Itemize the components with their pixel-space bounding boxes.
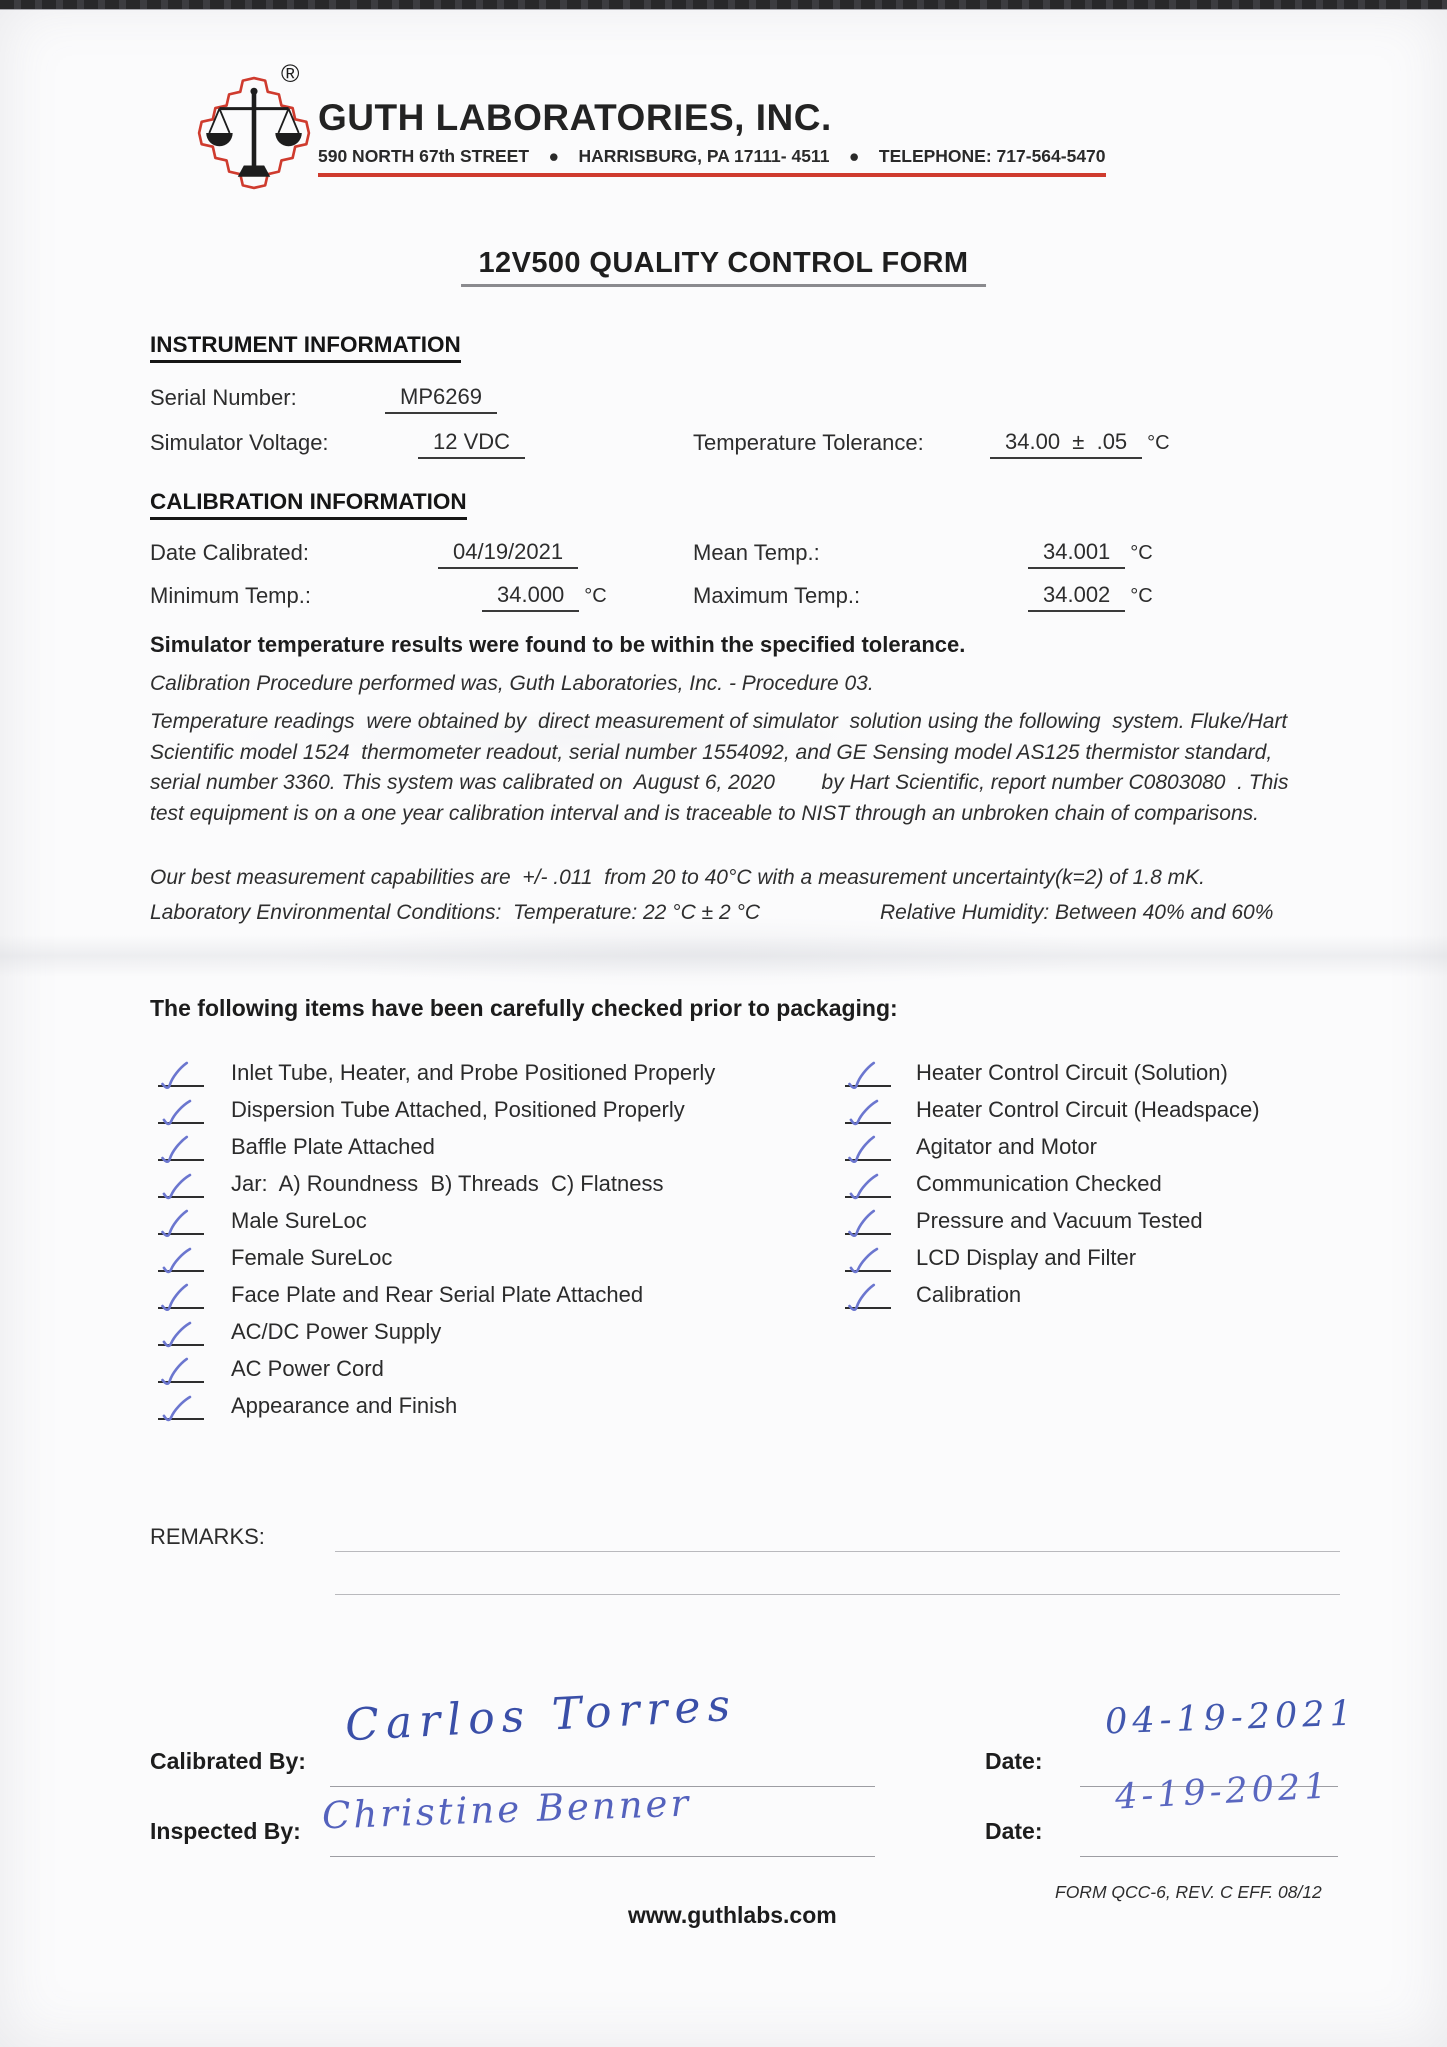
- checkmark-icon: [158, 1098, 204, 1124]
- checklist-item: LCD Display and Filter: [845, 1235, 1260, 1272]
- registered-mark: ®: [281, 60, 300, 88]
- checklist-item: Baffle Plate Attached: [158, 1124, 715, 1161]
- checklist-item: Dispersion Tube Attached, Positioned Properly: [158, 1087, 715, 1124]
- checklist-item: Female SureLoc: [158, 1235, 715, 1272]
- checklist-item: Male SureLoc: [158, 1198, 715, 1235]
- checkmark-icon: [845, 1135, 891, 1161]
- checklist-item: Heater Control Circuit (Headspace): [845, 1087, 1260, 1124]
- checklist-item: Appearance and Finish: [158, 1383, 715, 1420]
- maximum-temp-label: Maximum Temp.:: [693, 583, 861, 608]
- checkmark-icon: [158, 1209, 204, 1235]
- remarks-label: REMARKS:: [150, 1524, 265, 1549]
- humidity-note: Relative Humidity: Between 40% and 60%: [880, 901, 1274, 924]
- checkmark-icon: [158, 1283, 204, 1309]
- capability-note: Our best measurement capabilities are +/- .011 from 20 to 40°C with a measurement uncertainty(k=2) of 1.8 mK.: [150, 866, 1205, 889]
- inspected-date-line: [1080, 1856, 1338, 1857]
- date-calibrated-label: Date Calibrated:: [150, 540, 309, 565]
- checklist-item: Communication Checked: [845, 1161, 1260, 1198]
- minimum-temp-label: Minimum Temp.:: [150, 583, 311, 608]
- checkmark-icon: [158, 1061, 204, 1087]
- checklist-item: AC/DC Power Supply: [158, 1309, 715, 1346]
- checkmark-icon: [158, 1246, 204, 1272]
- company-address: 590 NORTH 67th STREET ● HARRISBURG, PA 17111- 4511 ● TELEPHONE: 717-564-5470: [318, 146, 1106, 177]
- checkmark-icon: [158, 1394, 204, 1420]
- checklist-right-column: [845, 1050, 1260, 1309]
- checkmark-icon: [845, 1172, 891, 1198]
- environment-note: Laboratory Environmental Conditions: Temperature: 22 °C ± 2 °C: [150, 901, 761, 924]
- scan-streak: [0, 935, 1447, 977]
- serial-number-label: Serial Number:: [150, 385, 297, 410]
- checkmark-icon: [158, 1320, 204, 1346]
- checklist-item: Heater Control Circuit (Solution): [845, 1050, 1260, 1087]
- simulator-voltage-value: 12 VDC: [418, 429, 525, 459]
- result-statement: Simulator temperature results were found to be within the specified tolerance.: [150, 632, 966, 657]
- inspected-by-signature: Christine Benner: [321, 1781, 692, 1838]
- measurement-note: Temperature readings were obtained by direct measurement of simulator solution using the following system. Fluke/Hart Scientific model 1524 thermometer readout, serial number 1554092, and GE Sensing model AS125 thermistor standard, serial number 3360. This system was calibrated on August 6, 2020 by Hart Scientific, report number C0803080 . This test equipment is on a one year calibration interval and is traceable to NIST through an unbroken chain of comparisons.: [150, 710, 1295, 825]
- minimum-temp-value: 34.000 °C: [482, 582, 607, 612]
- remarks-line: [335, 1594, 1340, 1595]
- checkmark-icon: [845, 1098, 891, 1124]
- website: www.guthlabs.com: [628, 1902, 837, 1928]
- checklist-left-column: [158, 1050, 715, 1420]
- procedure-note: Calibration Procedure performed was, Guth Laboratories, Inc. - Procedure 03.: [150, 672, 874, 695]
- instrument-information-heading: INSTRUMENT INFORMATION: [150, 332, 461, 363]
- mean-temp-label: Mean Temp.:: [693, 540, 820, 565]
- checkmark-icon: [158, 1357, 204, 1383]
- company-name: GUTH LABORATORIES, INC.: [318, 97, 832, 138]
- inspected-date-label: Date:: [985, 1818, 1043, 1844]
- checklist-item: Inlet Tube, Heater, and Probe Positioned Properly: [158, 1050, 715, 1087]
- mean-temp-value: 34.001 °C: [1028, 539, 1153, 569]
- date-calibrated-value: 04/19/2021: [438, 539, 578, 569]
- remarks-line: [335, 1551, 1340, 1552]
- checkmark-icon: [845, 1246, 891, 1272]
- temperature-tolerance-value: 34.00 ± .05 °C: [990, 429, 1170, 459]
- temperature-tolerance-unit: °C: [1147, 432, 1170, 454]
- checklist-item: Agitator and Motor: [845, 1124, 1260, 1161]
- company-logo-icon: [193, 72, 323, 202]
- checklist-item: Pressure and Vacuum Tested: [845, 1198, 1260, 1235]
- checklist-item: AC Power Cord: [158, 1346, 715, 1383]
- scan-edge: [0, 0, 1447, 10]
- inspected-by-label: Inspected By:: [150, 1818, 301, 1844]
- form-title: 12V500 QUALITY CONTROL FORM: [461, 247, 987, 287]
- maximum-temp-value: 34.002 °C: [1028, 582, 1153, 612]
- inspected-date-value: 4-19-2021: [1114, 1766, 1332, 1818]
- checkmark-icon: [845, 1061, 891, 1087]
- calibrated-by-label: Calibrated By:: [150, 1748, 306, 1774]
- checklist-heading: The following items have been carefully checked prior to packaging:: [150, 995, 898, 1021]
- calibrated-date-value: 04-19-2021: [1104, 1693, 1358, 1743]
- checkmark-icon: [845, 1209, 891, 1235]
- checkmark-icon: [158, 1135, 204, 1161]
- checkmark-icon: [158, 1172, 204, 1198]
- simulator-voltage-label: Simulator Voltage:: [150, 430, 329, 455]
- calibration-information-heading: CALIBRATION INFORMATION: [150, 489, 467, 520]
- checkmark-icon: [845, 1283, 891, 1309]
- serial-number-value: MP6269: [385, 384, 497, 414]
- checklist-item: Jar: A) Roundness B) Threads C) Flatness: [158, 1161, 715, 1198]
- inspected-signature-line: [330, 1856, 875, 1857]
- checklist-item: Calibration: [845, 1272, 1260, 1309]
- temperature-tolerance-label: Temperature Tolerance:: [693, 430, 924, 455]
- form-number: FORM QCC-6, REV. C EFF. 08/12: [1055, 1882, 1322, 1902]
- checklist-item: Face Plate and Rear Serial Plate Attached: [158, 1272, 715, 1309]
- calibrated-date-label: Date:: [985, 1748, 1043, 1774]
- calibrated-by-signature: Carlos Torres: [343, 1679, 739, 1752]
